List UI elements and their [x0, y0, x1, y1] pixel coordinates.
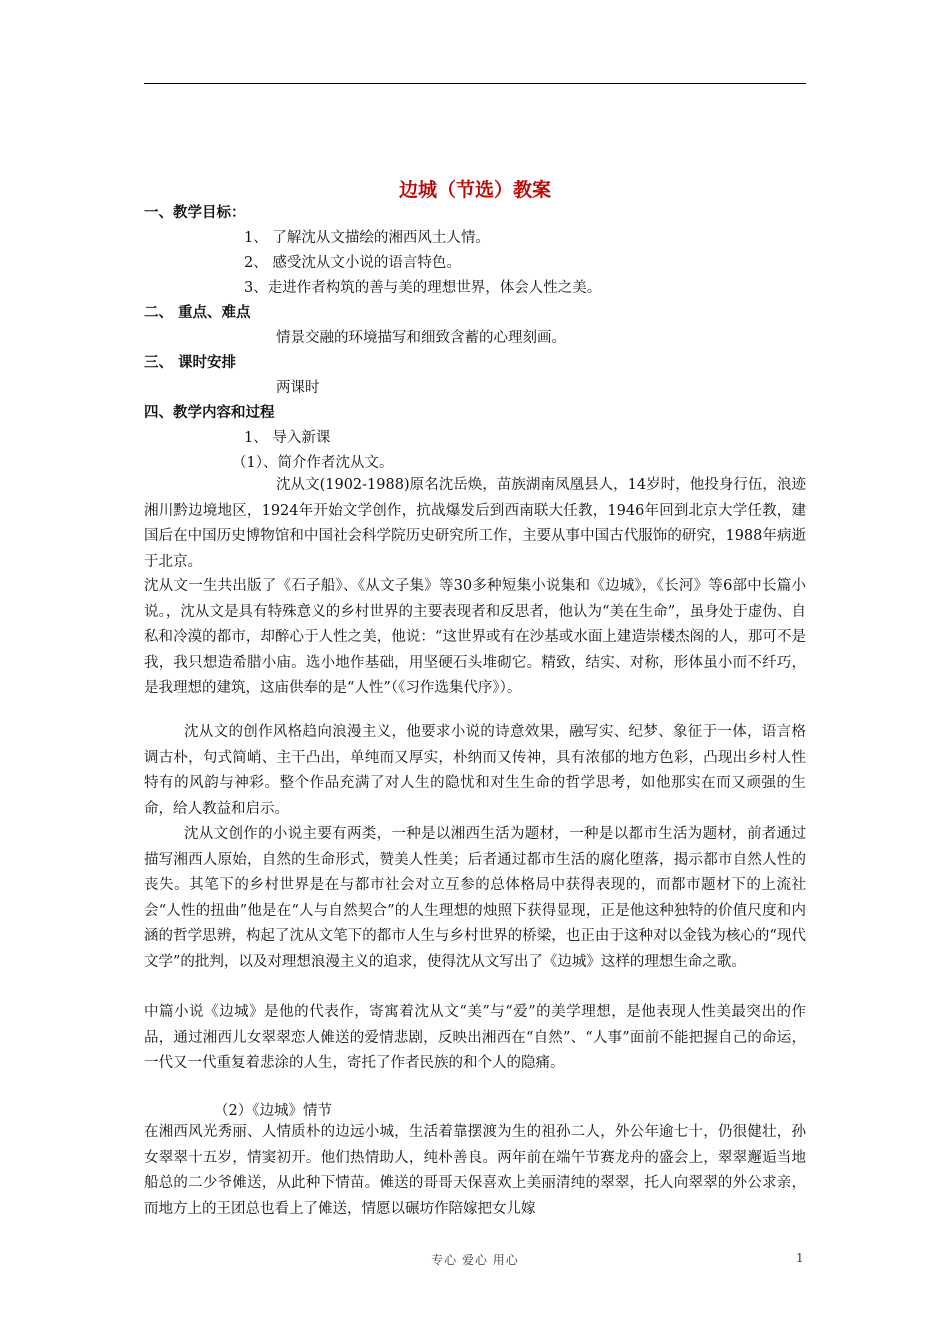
paragraph-themes: 沈从文创作的小说主要有两类，一种是以湘西生活为题材，一种是以都市生活为题材，前者通过描写湘西人原始，自然的生命形式，赞美人性美；后者通过都市生活的腐化堕落，揭示都市自然人性的丧失。其笔下的乡村世界是在与都市社会对立互参的总体格局中获得表现的，而都市题材下的上流社会“人性的扭曲”他是在“人与自然契合”的人生理想的烛照下获得显现，正是他这种独特的价值尺度和内涵的哲学思辨，构起了沈从文笔下的都市人生与乡村世界的桥梁，也正由于这种对以金钱为核心的“现代文学”的批判，以及对理想浪漫主义的追求，使得沈从文写出了《边城》这样的理想生命之歌。 [144, 826, 806, 970]
section4-heading: 四、教学内容和过程 [144, 404, 275, 421]
document-title: 边城（节选）教案 [398, 179, 551, 201]
page-number: 1 [796, 1251, 804, 1265]
paragraph-plot: 在湘西风光秀丽、人情质朴的边远小城，生活着靠摆渡为生的祖孙二人，外公年逾七十，仍很健壮，孙女翠翠十五岁，情窦初开。他们热情助人，纯朴善良。两年前在端午节赛龙舟的盛会上，翠翠邂逅当地船总的二少爷傩送，从此种下情苗。傩送的哥哥天保喜欢上美丽清纯的翠翠，托人向翠翠的外公求亲，而地方上的王团总也看上了傩送，情愿以碾坊作陪嫁把女儿嫁 [144, 1124, 806, 1217]
goal-item-2: 2、 感受沈从文小说的语言特色。 [244, 255, 461, 271]
section3-heading: 三、 课时安排 [144, 354, 237, 371]
sub-heading-plot: （2）《边城》情节 [214, 1103, 332, 1119]
section3-body: 两课时 [276, 380, 320, 396]
step-intro: 1、 导入新课 [244, 430, 331, 446]
goal-item-1: 1、 了解沈从文描绘的湘西风土人情。 [244, 230, 490, 246]
goal-item-3: 3、走进作者构筑的善与美的理想世界，体会人性之美。 [244, 280, 602, 296]
section2-heading: 二、 重点、难点 [144, 304, 251, 321]
section2-body: 情景交融的环境描写和细致含蓄的心理刻画。 [276, 330, 566, 346]
paragraph-author-bio: 沈从文(1902-1988)原名沈岳焕，苗族湖南凤凰县人，14岁时，他投身行伍，浪迹湘川黔边境地区，1924年开始文学创作，抗战爆发后到西南联大任教，1946年回到北京大学任教，建国后在中国历史博物馆和中国社会科学院历史研究所工作，主要从事中国古代服饰的研究，1988年病逝于北京。 [144, 477, 806, 570]
header-rule [144, 83, 806, 84]
paragraph-biancheng: 中篇小说《边城》是他的代表作，寄寓着沈从文“美”与“爱”的美学理想，是他表现人性美最突出的作品，通过湘西儿女翠翠恋人傩送的爱情悲剧，反映出湘西在“自然”、“人事”面前不能把握自己的命运，一代又一代重复着悲涂的人生，寄托了作者民族的和个人的隐痛。 [144, 1004, 806, 1071]
footer-motto: 专心 爱心 用心 [431, 1253, 519, 1267]
paragraph-works: 沈从文一生共出版了《石子船》、《从文子集》等30多种短集小说集和《边城》，《长河》等6部中长篇小说。，沈从文是具有特殊意义的乡村世界的主要表现者和反思者，他认为“美在生命”，虽身处于虚伪、自私和冷漠的都市，却醉心于人性之美，他说：“这世界或有在沙基或水面上建造崇楼杰阁的人，那可不是我，我只想造希腊小庙。选小地作基础，用坚硬石头堆砌它。精致，结实、对称，形体虽小而不纤巧，是我理想的建筑，这庙供奉的是“人性”（《习作选集代序》）。 [144, 578, 806, 696]
paragraph-style: 沈从文的创作风格趋向浪漫主义，他要求小说的诗意效果，融写实、纪梦、象征于一体，语言格调古朴，句式简峭、主干凸出，单纯而又厚实，朴纳而又传神，具有浓郁的地方色彩，凸现出乡村人性特有的风韵与神彩。整个作品充满了对人生的隐忧和对生生命的哲学思考，如他那实在而又顽强的生命，给人教益和启示。 [144, 724, 806, 817]
section1-heading: 一、教学目标： [144, 204, 246, 221]
sub-heading-author: （1）、简介作者沈从文。 [232, 455, 394, 471]
